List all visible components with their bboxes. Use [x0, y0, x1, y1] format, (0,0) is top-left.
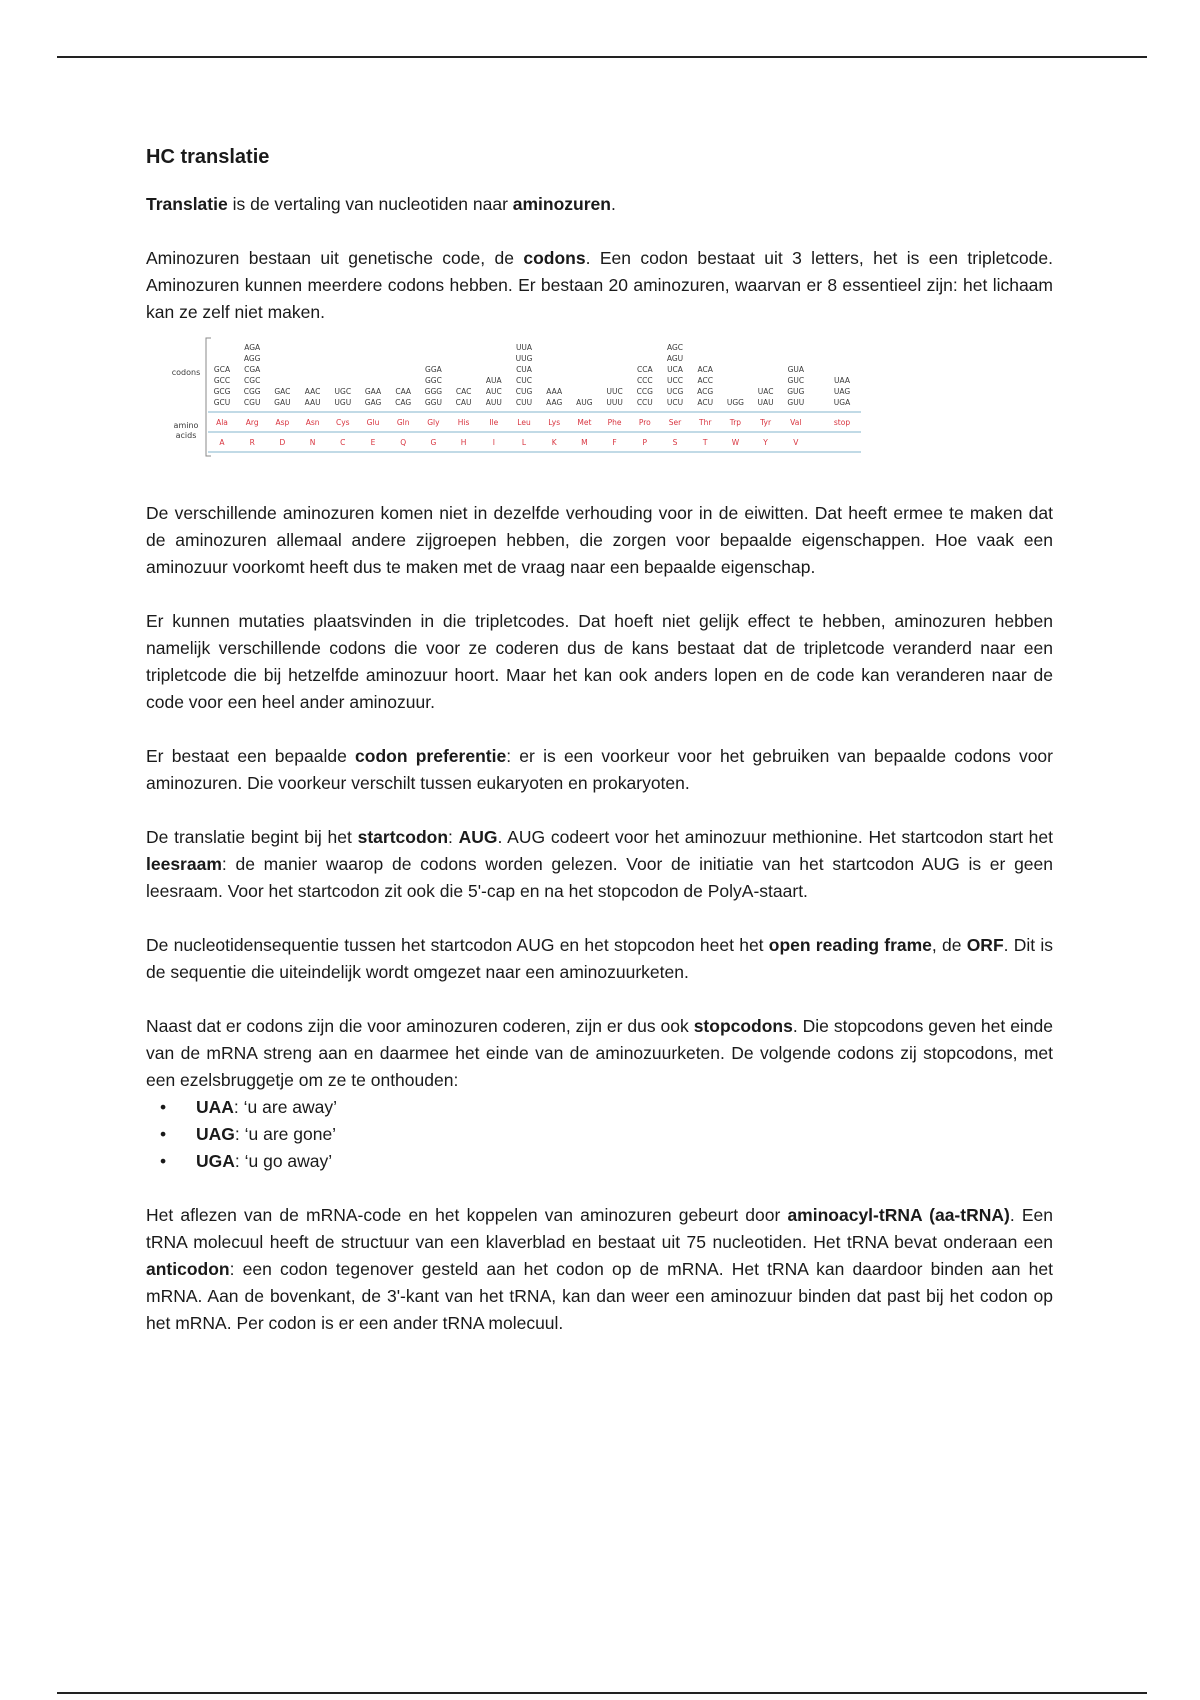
document-body: [146, 140, 1053, 1364]
codon-label: AAC: [304, 387, 321, 396]
text-run: : er is een voorkeur voor het gebruiken van bepaalde codons voor aminozuren. Die voorkeur verschilt tussen eukaryoten en prokaryoten.: [146, 746, 1053, 793]
text-run: Naast dat er codons zijn die voor aminozuren coderen, zijn er dus ook: [146, 1016, 694, 1036]
text-run: Aminozuren bestaan uit genetische code, de: [146, 248, 524, 268]
codon-label: UAG: [833, 387, 851, 396]
amino-acid-one-letter: H: [460, 438, 467, 447]
bold-term: startcodon: [357, 827, 449, 847]
bold-term: open reading frame: [768, 935, 932, 955]
list-item: [146, 1148, 1053, 1175]
codon-label: UCG: [666, 387, 684, 396]
amino-acid-three-letter: Arg: [245, 418, 259, 427]
codon-label: UAU: [757, 398, 774, 407]
amino-acid-three-letter: stop: [833, 418, 851, 427]
codon-label: AGA: [244, 343, 261, 352]
amino-acid-one-letter: V: [793, 438, 799, 447]
page-title: HC translatie: [146, 146, 270, 168]
codon-label: AGU: [666, 354, 684, 363]
paragraph-startcodon: [146, 824, 1053, 905]
codon-label: AAA: [546, 387, 563, 396]
bold-term: codon preferentie: [355, 746, 507, 766]
codon-label: AUG: [576, 398, 593, 407]
amino-acid-three-letter: Lys: [548, 418, 561, 427]
codon-label: GAC: [274, 387, 291, 396]
codon-label: UCU: [666, 398, 684, 407]
paragraph-translatie: [146, 191, 1053, 218]
amino-acid-one-letter: S: [672, 438, 678, 447]
codon-label: CAG: [395, 398, 412, 407]
codon-label: GGG: [424, 387, 443, 396]
codon-label: GAG: [364, 398, 382, 407]
codon-label: GCC: [213, 376, 231, 385]
amino-acid-three-letter: Asn: [305, 418, 320, 427]
codon-label: GGC: [424, 376, 442, 385]
codon-label: UAA: [834, 376, 850, 385]
paragraph-mutaties: Er kunnen mutaties plaatsvinden in die tripletcodes. Dat hoeft niet gelijk effect te hebben, aminozuren hebben namelijk verschillende codons die voor ze coderen dus de kans bestaat dat de tripletcode veranderd naar een tripletcode die bij hetzelfde aminozuur hoort. Maar het kan ook anders lopen en de code kan veranderen naar de code voor een heel ander aminozuur.: [146, 611, 1053, 712]
codon-label: UUA: [515, 343, 533, 352]
amino-acid-one-letter: Y: [763, 438, 768, 447]
codon-label: GGU: [424, 398, 442, 407]
amino-acid-three-letter: Ile: [489, 418, 499, 427]
text-run: . AUG codeert voor het aminozuur methionine. Het startcodon start het: [497, 827, 1053, 847]
amino-acid-three-letter: Trp: [729, 418, 742, 427]
text-run: is de vertaling van nucleotiden naar: [227, 194, 513, 214]
text-run: De translatie begint bij het: [146, 827, 358, 847]
bold-term: stopcodons: [693, 1016, 793, 1036]
codon-label: CUU: [515, 398, 533, 407]
amino-acid-three-letter: Gln: [396, 418, 410, 427]
codon-label: UCA: [667, 365, 683, 374]
codon-label: CUC: [516, 376, 532, 385]
amino-acid-three-letter: Met: [577, 418, 592, 427]
amino-acid-three-letter: Asp: [275, 418, 290, 427]
bold-term: codons: [523, 248, 586, 268]
paragraph-verhouding: De verschillende aminozuren komen niet in dezelfde verhouding voor in de eiwitten. Dat heeft ermee te maken dat de aminozuren allemaal andere zijgroepen hebben, die zorgen voor bepaalde eigenschappen. Hoe vaak een aminozuur voorkomt heeft dus te maken met de vraag naar een bepaalde eigenschap.: [146, 503, 1053, 577]
text-run: : de manier waarop de codons worden gelezen. Voor de initiatie van het startcodon AUG is er geen leesraam. Voor het startcodon zit ook die 5'-cap en na het stopcodon de PolyA-staart.: [146, 854, 1053, 901]
codon-label: CCC: [636, 376, 653, 385]
codons-row-label: codons: [171, 368, 201, 377]
bold-term: UAA: [196, 1097, 234, 1117]
text-run: . Die stopcodons geven het einde van de mRNA streng aan en daarmee het einde van de aminozuurketen. De volgende codons zij stopcodons, met een ezelsbruggetje om ze te onthouden:: [146, 1016, 1054, 1090]
amino-acid-one-letter: N: [309, 438, 316, 447]
paragraph-orf: [146, 932, 1053, 986]
text-run: .: [610, 194, 616, 214]
codon-label: AUA: [485, 376, 502, 385]
codon-label: AGG: [243, 354, 261, 363]
codon-label: AUC: [485, 387, 502, 396]
text-run: : ‘u go away’: [234, 1151, 333, 1171]
bold-term: anticodon: [146, 1259, 230, 1279]
codon-label: GUU: [787, 398, 805, 407]
codon-label: CAU: [455, 398, 472, 407]
amino-acid-one-letter: I: [492, 438, 495, 447]
amino-acid-one-letter: L: [521, 438, 527, 447]
text-run: . Dit is de sequentie die uiteindelijk wordt omgezet naar een aminozuurketen.: [146, 935, 1053, 982]
bold-term: leesraam: [146, 854, 222, 874]
codon-label: CUA: [516, 365, 532, 374]
amino-acid-three-letter: Cys: [336, 418, 350, 427]
bold-term: UGA: [196, 1151, 235, 1171]
amino-acid-three-letter: Gly: [427, 418, 440, 427]
amino-acid-one-letter: G: [430, 438, 437, 447]
codon-label: CUG: [515, 387, 533, 396]
codon-label: GAA: [364, 387, 382, 396]
amino-acid-three-letter: Glu: [366, 418, 380, 427]
codon-label: GUA: [787, 365, 805, 374]
amino-acid-three-letter: Val: [790, 418, 802, 427]
paragraph-stopcodons: [146, 1013, 1053, 1094]
codon-label: GAU: [274, 398, 291, 407]
codon-label: UGC: [334, 387, 352, 396]
codon-label: CGU: [243, 398, 261, 407]
amino-acid-three-letter: His: [457, 418, 470, 427]
amino-acid-one-letter: D: [279, 438, 286, 447]
codon-label: CAC: [455, 387, 472, 396]
amino-acid-three-letter: Ala: [216, 418, 228, 427]
amino-acid-one-letter: M: [581, 438, 588, 447]
text-run: : ‘u are gone’: [234, 1124, 337, 1144]
codon-label: AGC: [666, 343, 684, 352]
amino-acid-one-letter: E: [370, 438, 376, 447]
codon-label: AAU: [304, 398, 321, 407]
codon-label: UGA: [833, 398, 851, 407]
bold-term: aminozuren: [512, 194, 611, 214]
bold-term: aminoacyl-tRNA (aa-tRNA): [787, 1205, 1010, 1225]
codon-label: ACC: [697, 376, 713, 385]
codon-label: CGG: [243, 387, 261, 396]
text-run: . Een tRNA molecuul heeft de structuur van een klaverblad en bestaat uit 75 nucleotiden. Het tRNA bevat onderaan een: [146, 1205, 1053, 1252]
codon-label: GCG: [213, 387, 231, 396]
amino-acid-one-letter: A: [219, 438, 225, 447]
bold-term: ORF: [966, 935, 1004, 955]
text-run: Er bestaat een bepaalde: [146, 746, 356, 766]
amino-acid-three-letter: Phe: [607, 418, 622, 427]
text-run: . Een codon bestaat uit 3 letters, het is een tripletcode. Aminozuren kunnen meerdere codons hebben. Er bestaan 20 aminozuren, waarvan er 8 essentieel zijn: het lichaam kan ze zelf niet maken.: [146, 248, 1053, 322]
amino-acid-one-letter: T: [702, 438, 708, 447]
codon-label: ACA: [697, 365, 713, 374]
text-run: :: [448, 827, 459, 847]
codon-label: UCC: [667, 376, 683, 385]
amino-acid-one-letter: R: [249, 438, 255, 447]
codon-label: UGU: [334, 398, 352, 407]
codon-label: AUU: [485, 398, 502, 407]
list-item: [146, 1121, 1053, 1148]
codon-label: GCA: [213, 365, 231, 374]
text-run: Het aflezen van de mRNA-code en het koppelen van aminozuren gebeurt door: [146, 1205, 788, 1225]
codon-label: CGA: [244, 365, 261, 374]
figure-bracket: [206, 338, 211, 456]
amino-row-label: amino: [173, 421, 199, 430]
amino-acid-one-letter: F: [612, 438, 617, 447]
text-run: De nucleotidensequentie tussen het startcodon AUG en het stopcodon heet het: [146, 935, 769, 955]
amino-acid-one-letter: K: [551, 438, 557, 447]
codon-label: AAG: [546, 398, 563, 407]
amino-acid-three-letter: Pro: [638, 418, 651, 427]
acids-row-label: acids: [175, 431, 197, 440]
amino-acid-one-letter: Q: [400, 438, 407, 447]
paragraph-codon-preferentie: [146, 743, 1053, 797]
amino-acid-three-letter: Ser: [668, 418, 682, 427]
paragraph-codons: [146, 245, 1053, 326]
header-rule: [57, 56, 1147, 58]
codon-label: CCG: [636, 387, 653, 396]
bold-term: Translatie: [146, 194, 228, 214]
text-run: , de: [931, 935, 967, 955]
amino-acid-one-letter: P: [642, 438, 648, 447]
text-run: : ‘u are away’: [233, 1097, 338, 1117]
codon-table: [156, 332, 876, 472]
codon-label: CCA: [636, 365, 653, 374]
codon-label: UUC: [606, 387, 623, 396]
codon-label: GGA: [425, 365, 442, 374]
codon-label: CAA: [395, 387, 412, 396]
bold-term: AUG: [458, 827, 498, 847]
codon-label: ACG: [697, 387, 714, 396]
stopcodon-list: [146, 1094, 1053, 1175]
codon-label: UUU: [606, 398, 623, 407]
amino-acid-three-letter: Thr: [698, 418, 712, 427]
codon-label: GUC: [787, 376, 805, 385]
codon-table-figure: [156, 332, 1053, 472]
amino-acid-three-letter: Tyr: [760, 418, 772, 427]
codon-label: UGG: [726, 398, 744, 407]
paragraph-trna: [146, 1202, 1053, 1337]
amino-acid-three-letter: Leu: [517, 418, 531, 427]
amino-acid-one-letter: C: [340, 438, 346, 447]
codon-label: UUG: [515, 354, 533, 363]
codon-label: UAC: [757, 387, 774, 396]
footer-rule: [57, 1692, 1147, 1694]
text-run: : een codon tegenover gesteld aan het codon op de mRNA. Het tRNA kan daardoor binden aan het mRNA. Aan de bovenkant, de 3'-kant van het tRNA, kan dan weer een aminozuur binden dat past bij het codon op het mRNA. Per codon is er een ander tRNA molecuul.: [146, 1259, 1053, 1333]
codon-label: CGC: [244, 376, 261, 385]
codon-label: ACU: [697, 398, 714, 407]
bold-term: UAG: [196, 1124, 235, 1144]
codon-label: CCU: [636, 398, 653, 407]
amino-acid-one-letter: W: [731, 438, 740, 447]
codon-label: GCU: [213, 398, 231, 407]
list-item: [146, 1094, 1053, 1121]
codon-label: GUG: [787, 387, 805, 396]
